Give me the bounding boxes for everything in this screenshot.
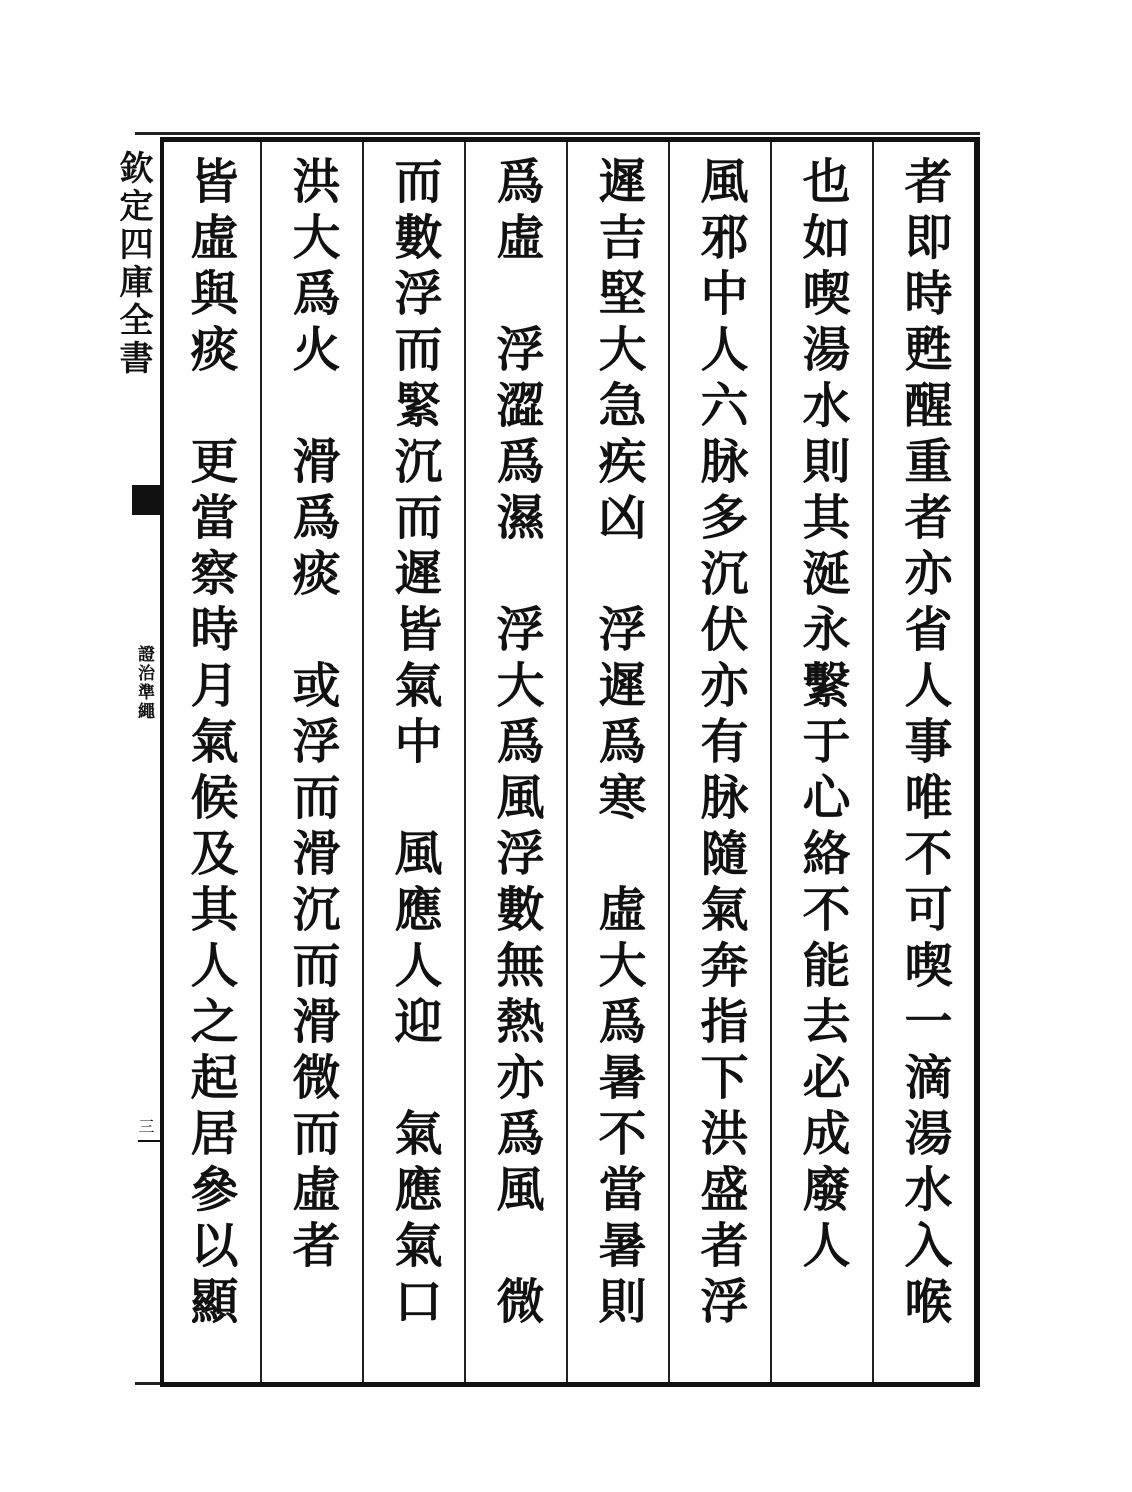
margin-book-title: 證治準繩 [134,645,154,721]
text-frame [160,137,980,1387]
fishtail-block [132,485,160,515]
margin-header: 欽定四庫全書 [113,150,153,378]
page-number: 三 [136,1118,155,1134]
page-number-rule [138,1140,160,1142]
text-column-5: 爲虛 浮澀爲濕 浮大爲風浮數無熱亦爲風 微 [464,142,566,1382]
text-column-4: 遲吉堅大急疾凶 浮遲爲寒 虛大爲暑不當暑則 [566,142,668,1382]
top-rule [135,132,980,135]
text-column-2: 也如喫湯水則其涎永繫于心絡不能去必成廢人 [770,142,872,1382]
page-margin [113,140,160,1380]
text-column-3: 風邪中人六脉多沉伏亦有脉隨氣奔指下洪盛者浮 [668,142,770,1382]
text-column-6: 而數浮而緊沉而遲皆氣中 風應人迎 氣應氣口 [362,142,464,1382]
text-column-1: 者即時甦醒重者亦省人事唯不可喫一滴湯水入喉 [872,142,974,1382]
text-columns [164,142,974,1382]
text-column-8: 皆虛與痰 更當察時月氣候及其人之起居參以顯 [182,156,238,1332]
text-column-7: 洪大爲火 滑爲痰 或浮而滑沉而滑微而虛者 [260,142,362,1382]
